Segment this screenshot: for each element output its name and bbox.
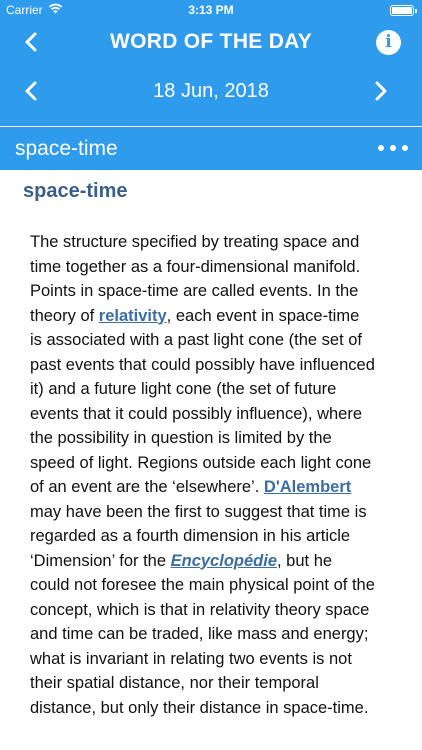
next-day-button[interactable] [366, 77, 394, 105]
page-title: WORD OF THE DAY [109, 30, 313, 53]
definition-part: The structure specified by treating space and time together as a four-dimensional manifold. Points in space-time are called events. In the theory of [30, 233, 361, 325]
chevron-right-icon [366, 77, 394, 105]
more-options-button[interactable] [378, 140, 408, 156]
date-navigator [0, 68, 422, 114]
definition-text [30, 230, 375, 720]
word-bar [0, 127, 422, 170]
encyclopedie-link[interactable]: Encyclopédie [170, 551, 277, 570]
dalembert-link[interactable]: D'Alembert [263, 478, 352, 496]
more-horizontal-icon [390, 145, 396, 151]
more-horizontal-icon [378, 145, 384, 151]
relativity-link[interactable]: relativity [98, 306, 167, 325]
definition-part: may have been the first to suggest that time is regarded as a fourth dimension in his article ‘Dimension’ for the [30, 502, 367, 570]
entry-headword: space-time [23, 180, 128, 202]
definition-part: , each event in space-time is associated with a past light cone (the set of past events that could possibly have influenced it) and a future light cone (the set of future events that it could possibly influence), where the possibility in question is limited by the speed of light. Regions outside each light cone of an event are the ‘elsewhere’. [30, 306, 375, 496]
carrier-label: Carrier [6, 3, 43, 17]
info-button[interactable]: i [376, 30, 401, 55]
app-header [0, 0, 422, 126]
more-horizontal-icon [402, 145, 408, 151]
current-date: 18 Jun, 2018 [153, 80, 269, 102]
status-time: 3:13 PM [188, 3, 234, 17]
battery-icon [390, 5, 414, 16]
word-bar-title: space-time [15, 137, 118, 160]
nav-bar [0, 20, 422, 64]
definition-part: , but he could not foresee the main physical point of the concept, which is that in relativity theory space and time can be traded, like mass and energy; what is invariant in relating two events is not their spatial distance, nor their temporal distance, but only their distance in space-time. [30, 551, 375, 717]
status-bar [0, 0, 422, 20]
